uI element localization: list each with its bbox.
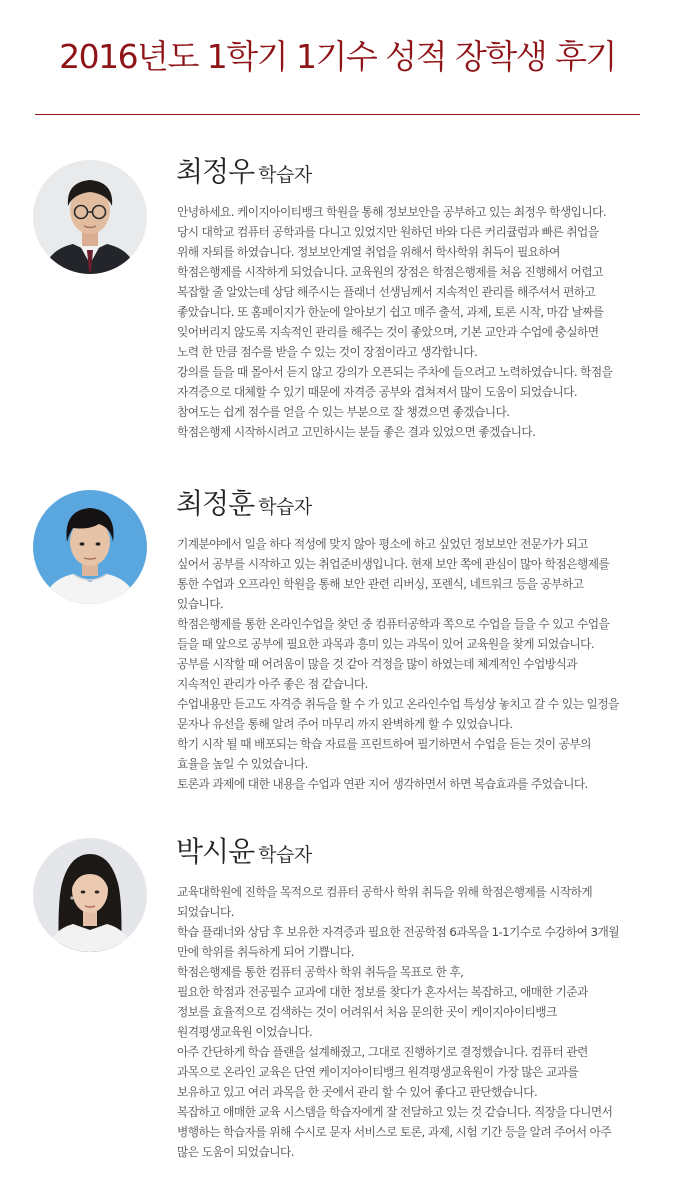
review-line: 노력 한 만큼 점수를 받을 수 있는 것이 장점이라고 생각합니다.	[177, 345, 478, 359]
review-line: 아주 간단하게 학습 플랜을 설계해줬고, 그대로 진행하기로 결정했습니다. 컴퓨터 관련	[177, 1045, 588, 1059]
female-student-portrait-icon	[33, 838, 147, 952]
review-line: 복잡하고 애매한 교육 시스템을 학습자에게 잘 전달하고 있는 것 같습니다. 직장을 다니면서	[177, 1105, 613, 1119]
reviewer-heading	[176, 150, 312, 190]
review-line: 있습니다.	[177, 597, 224, 611]
review-line: 되었습니다.	[177, 905, 234, 919]
male-student-glasses-portrait-icon	[33, 160, 147, 274]
review-line: 싶어서 공부를 시작하고 있는 취업준비생입니다. 현재 보안 쪽에 관심이 많아 학점은행제를	[177, 557, 610, 571]
title-divider	[35, 114, 640, 115]
reviewer-role: 학습자	[258, 496, 312, 518]
review-line: 원격평생교육원 이었습니다.	[177, 1025, 313, 1039]
review-line: 좋았습니다. 또 홈페이지가 한눈에 알아보기 쉽고 매주 출석, 과제, 토론 시작, 마감 날짜를	[177, 305, 604, 319]
review-line: 수업내용만 듣고도 자격증 취득을 할 수 가 있고 온라인수업 특성상 놓치고 갈 수 있는 일정을	[177, 697, 619, 711]
reviewer-heading	[176, 830, 312, 870]
review-text	[177, 882, 657, 1162]
review-line: 들을 때 앞으로 공부에 필요한 과목과 흥미 있는 과목이 있어 교육원을 찾게 되었습니다.	[177, 637, 595, 651]
review-line: 만에 학위를 취득하게 되어 기쁩니다.	[177, 945, 354, 959]
review-line: 위해 자퇴를 하였습니다. 정보보안계열 취업을 위해서 학사학위 취득이 필요하여	[177, 245, 560, 259]
reviewer-heading	[176, 482, 312, 522]
review-line: 보유하고 있고 여러 과목을 한 곳에서 관리 할 수 있어 좋다고 판단했습니다.	[177, 1085, 538, 1099]
review-line: 학습 플래너와 상담 후 보유한 자격증과 필요한 전공학점 6과목을 1-1기수로 수강하여 3개월	[177, 925, 619, 939]
review-line: 잊어버리지 않도록 지속적인 관리를 해주는 것이 좋았으며, 기본 교안과 수업에 충실하면	[177, 325, 599, 339]
reviewer-name: 박시윤	[176, 835, 255, 868]
review-line: 학점은행제 시작하시려고 고민하시는 분들 좋은 결과 있었으면 좋겠습니다.	[177, 425, 536, 439]
review-line: 병행하는 학습자를 위해 수시로 문자 서비스로 토론, 과제, 시험 기간 등을 알려 주어서 아주	[177, 1125, 612, 1139]
reviewer-name: 최정우	[176, 155, 255, 188]
review-line: 지속적인 관리가 아주 좋은 점 같습니다.	[177, 677, 368, 691]
review-line: 토론과 과제에 대한 내용을 수업과 연관 지어 생각하면서 하면 복습효과를 주었습니다.	[177, 777, 588, 791]
male-student-portrait-icon	[33, 490, 147, 604]
review-line: 학점은행제를 시작하게 되었습니다. 교육원의 장점은 학점은행제를 처음 진행해서 어렵고	[177, 265, 603, 279]
review-line: 과목으로 온라인 교육은 단연 케이지아이티뱅크 원격평생교육원이 가장 많은 교과를	[177, 1065, 579, 1079]
review-line: 강의를 들을 때 몰아서 듣지 않고 강의가 오픈되는 주차에 들으려고 노력하였습니다. 학점을	[177, 365, 613, 379]
review-line: 학기 시작 될 때 배포되는 학습 자료를 프린트하여 필기하면서 수업을 듣는 것이 공부의	[177, 737, 591, 751]
review-line: 안녕하세요. 케이지아이티뱅크 학원을 통해 정보보안을 공부하고 있는 최정우 학생입니다.	[177, 205, 607, 219]
review-line: 복잡할 줄 알았는데 상담 해주시는 플래너 선생님께서 지속적인 관리를 해주셔서 편하고	[177, 285, 596, 299]
review-line: 필요한 학점과 전공필수 교과에 대한 정보를 찾다가 혼자서는 복잡하고, 애매한 기준과	[177, 985, 588, 999]
review-line: 학점은행제를 통한 컴퓨터 공학사 학위 취득을 목표로 한 후,	[177, 965, 464, 979]
review-line: 교육대학원에 진학을 목적으로 컴퓨터 공학사 학위 취득을 위해 학점은행제를 시작하게	[177, 885, 593, 899]
review-text	[177, 534, 657, 794]
review-line: 통한 수업과 오프라인 학원을 통해 보안 관련 리버싱, 포렌식, 네트워크 등을 공부하고	[177, 577, 584, 591]
review-line: 학점은행제를 통한 온라인수업을 찾던 중 컴퓨터공학과 쪽으로 수업을 들을 수 있고 수업을	[177, 617, 610, 631]
review-line: 당시 대학교 컴퓨터 공학과를 다니고 있었지만 원하던 바와 다른 커리큘럼과 빠른 취업을	[177, 225, 599, 239]
review-line: 정보를 효율적으로 검색하는 것이 어려워서 처음 문의한 곳이 케이지아이티뱅크	[177, 1005, 557, 1019]
reviewer-role: 학습자	[258, 164, 312, 186]
reviewer-role: 학습자	[258, 844, 312, 866]
page-title: 2016년도 1학기 1기수 성적 장학생 후기	[59, 37, 616, 76]
review-line: 문자나 유선을 통해 알려 주어 마무리 까지 완벽하게 할 수 있었습니다.	[177, 717, 513, 731]
review-line: 참여도는 쉽게 점수를 얻을 수 있는 부분으로 잘 챙겼으면 좋겠습니다.	[177, 405, 510, 419]
review-line: 효율을 높일 수 있었습니다.	[177, 757, 308, 771]
reviewer-name: 최정훈	[176, 487, 255, 520]
review-line: 많은 도움이 되었습니다.	[177, 1145, 294, 1159]
review-text	[177, 202, 657, 442]
review-line: 기계분야에서 일을 하다 적성에 맞지 않아 평소에 하고 싶었던 정보보안 전문가가 되고	[177, 537, 588, 551]
review-line: 자격증으로 대체할 수 있기 때문에 자격증 공부와 겹쳐져서 많이 도움이 되었습니다.	[177, 385, 577, 399]
review-line: 공부를 시작할 때 어려움이 많을 것 같아 걱정을 많이 하였는데 체계적인 수업방식과	[177, 657, 577, 671]
